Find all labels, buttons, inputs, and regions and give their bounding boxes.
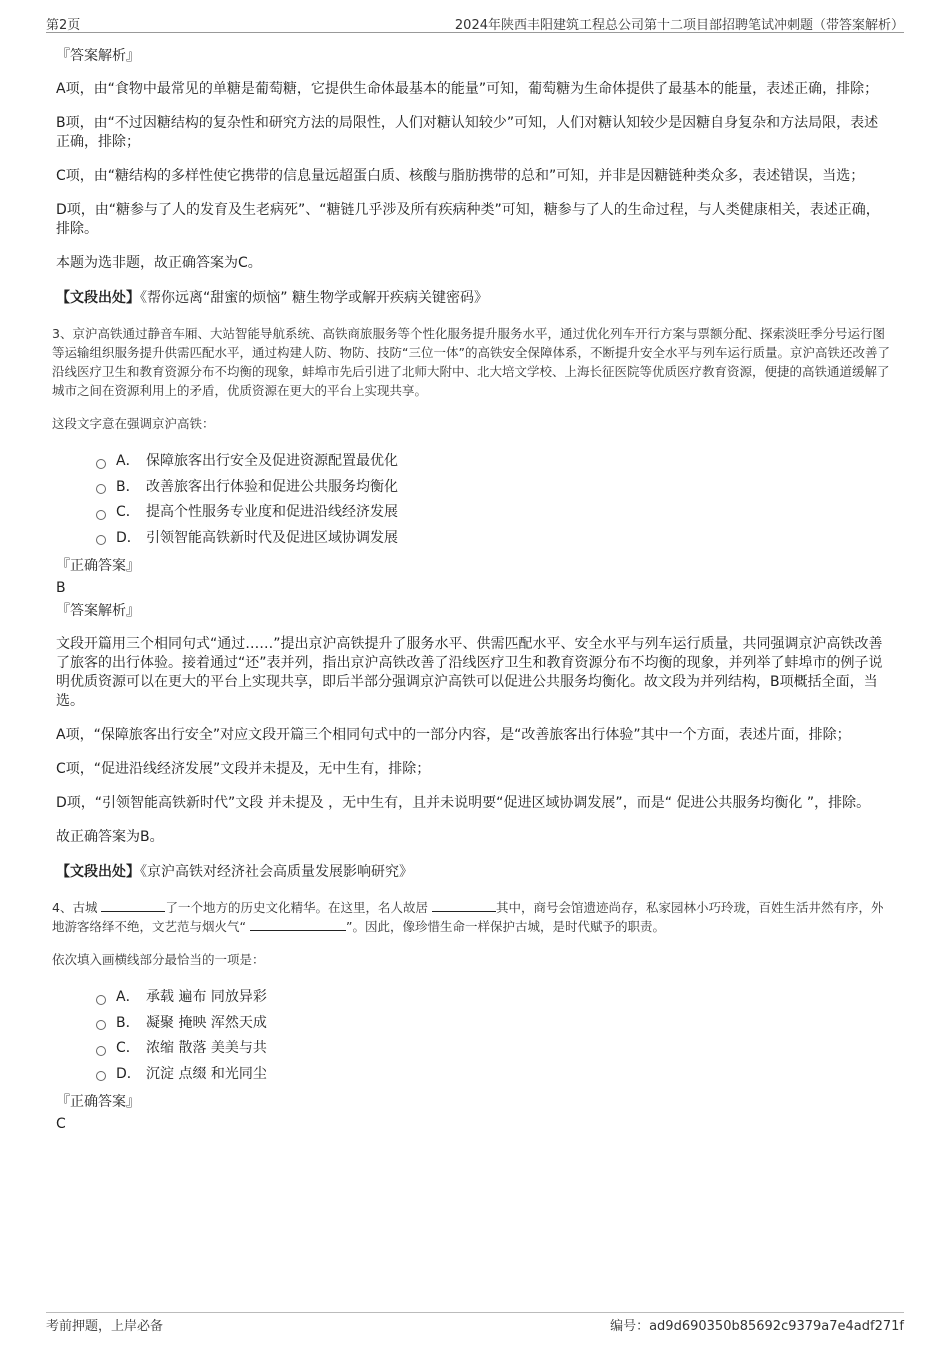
document-code [610, 1315, 904, 1334]
code-label: 编号： [610, 1319, 650, 1334]
question-4-options [56, 985, 892, 1087]
analysis-paragraph: D项，“引领智能高铁新时代”文段 并未提及 ，无中生有，且并未说明要“促进区域协调发展”，而是“ 促进公共服务均衡化 ”，排除。 [56, 795, 871, 811]
option-letter: D． [116, 529, 141, 546]
option-letter: A． [116, 453, 140, 469]
question-4-text: 4、古城 了一个地方的历史文化精华。在这里，名人故居 其中，商号会馆遗迹尚存，私家园林小巧玲珑，百姓生活井然有序，外地游客络绎不绝，文艺范与烟火气“ ”。因此，像珍惜生命一样保护古城，是时代赋予的职责。 [52, 900, 884, 934]
source-citation [56, 288, 892, 308]
option-text: 保障旅客出行安全及促进资源配置最优化 [146, 453, 398, 469]
radio-icon[interactable] [96, 484, 106, 494]
question-4-prompt: 依次填入画横线部分最恰当的一项是： [52, 952, 265, 967]
radio-icon[interactable] [96, 1020, 106, 1030]
option-text: 凝聚 掩映 浑然天成 [146, 1014, 267, 1031]
question-3-text: 3、京沪高铁通过静音车厢、大站智能导航系统、高铁商旅服务等个性化服务提升服务水平，通过优化列车开行方案与票额分配、探索淡旺季分号运行图等运输组织服务提升供需匹配水平，通过构建人防、物防、技防“三位一体”的高铁安全保障体系，不断提升安全水平与列车运行质量。京沪高铁还改善了沿线医疗卫生和教育资源分布不均衡的现象，蚌埠市先后引进了北师大附中、北大培文学校、上海长征医院等优质医疗教育资源，便捷的高铁通道缓解了城市之间在资源利用上的矛盾，优质资源在更大的平台上实现共享。 [52, 326, 890, 398]
analysis-paragraph: A项，由“食物中最常见的单糖是葡萄糖，它提供生命体最基本的能量”可知，葡萄糖为生命体提供了最基本的能量，表述正确，排除； [56, 81, 879, 97]
source-label: 【文段出处】 [56, 290, 140, 306]
radio-icon[interactable] [96, 1046, 106, 1056]
radio-icon[interactable] [96, 995, 106, 1005]
page-footer [46, 1312, 904, 1335]
source-title: 《帮你远离“甜蜜的烦恼” 糖生物学或解开疾病关键密码》 [140, 290, 488, 306]
page-number: 第2页 [46, 18, 81, 33]
analysis-conclusion: 本题为选非题，故正确答案为C。 [56, 255, 262, 271]
option-text: 承载 遍布 同放异彩 [146, 989, 267, 1005]
radio-icon[interactable] [96, 459, 106, 469]
option-text: 浓缩 散落 美美与共 [146, 1040, 267, 1056]
option-a[interactable] [96, 985, 892, 1011]
option-a[interactable] [96, 449, 892, 475]
analysis-paragraph: C项，由“糖结构的多样性使它携带的信息量远超蛋白质、核酸与脂肪携带的总和”可知，并非是因糖链种类众多，表述错误，当选； [56, 168, 865, 184]
analysis-paragraph: C项，“促进沿线经济发展”文段并未提及，无中生有，排除； [56, 761, 431, 777]
option-letter: D． [116, 1065, 141, 1082]
analysis-paragraph: D项，由“糖参与了人的发育及生老病死”、“糖链几乎涉及所有疾病种类”可知，糖参与了人的生命过程，与人类健康相关，表述正确，排除。 [56, 202, 880, 237]
source-label: 【文段出处】 [56, 864, 140, 880]
analysis-label: 『答案解析』 [56, 603, 140, 619]
radio-icon[interactable] [96, 510, 106, 520]
page-header [46, 12, 904, 33]
option-d[interactable] [96, 1062, 892, 1088]
option-letter: B． [116, 478, 140, 495]
analysis-paragraph: 文段开篇用三个相同句式“通过……”提出京沪高铁提升了服务水平、供需匹配水平、安全水平与列车运行质量，共同强调京沪高铁改善了旅客的出行体验。接着通过“还”表并列，指出京沪高铁改善了沿线医疗卫生和教育资源分布不均衡的现象，并列举了蚌埠市的例子说明优质资源可以在更大的平台上实现共享，即后半部分强调京沪高铁可以促进公共服务均衡化。故文段为并列结构，B项概括全面，当选。 [56, 636, 883, 709]
source-citation [56, 862, 892, 882]
page-content [52, 42, 892, 1137]
option-text: 提高个性服务专业度和促进沿线经济发展 [146, 504, 398, 520]
correct-answer: B [56, 580, 66, 596]
option-letter: B． [116, 1014, 140, 1031]
option-text: 引领智能高铁新时代及促进区域协调发展 [146, 529, 398, 546]
correct-answer-label: 『正确答案』 [56, 558, 140, 574]
analysis-paragraph: B项，由“不过因糖结构的复杂性和研究方法的局限性，人们对糖认知较少”可知，人们对糖认知较少是因糖自身复杂和方法局限，表述正确，排除； [56, 115, 879, 150]
fill-blank [101, 899, 165, 912]
footer-slogan: 考前押题，上岸必备 [46, 1319, 164, 1334]
option-c[interactable] [96, 500, 892, 526]
radio-icon[interactable] [96, 535, 106, 545]
code-value: ad9d690350b85692c9379a7e4adf271f [649, 1319, 904, 1334]
option-text: 沉淀 点缀 和光同尘 [146, 1065, 267, 1082]
source-title: 《京沪高铁对经济社会高质量发展影响研究》 [140, 864, 413, 880]
correct-answer-label: 『正确答案』 [56, 1094, 140, 1110]
document-title: 2024年陕西丰阳建筑工程总公司第十二项目部招聘笔试冲刺题（带答案解析） [454, 18, 904, 33]
option-letter: A． [116, 989, 140, 1005]
correct-answer: C [56, 1116, 66, 1132]
option-b[interactable] [96, 1011, 892, 1037]
analysis-conclusion: 故正确答案为B。 [56, 829, 164, 845]
analysis-label: 『答案解析』 [56, 48, 140, 64]
radio-icon[interactable] [96, 1071, 106, 1081]
option-d[interactable] [96, 526, 892, 552]
option-c[interactable] [96, 1036, 892, 1062]
fill-blank [432, 899, 496, 912]
option-letter: C． [116, 504, 140, 520]
option-letter: C． [116, 1040, 140, 1056]
option-b[interactable] [96, 475, 892, 501]
analysis-paragraph: A项，“保障旅客出行安全”对应文段开篇三个相同句式中的一部分内容，是“改善旅客出行体验”其中一个方面，表述片面，排除； [56, 727, 851, 743]
fill-blank [250, 918, 346, 931]
option-text: 改善旅客出行体验和促进公共服务均衡化 [146, 478, 398, 495]
question-3-prompt: 这段文字意在强调京沪高铁： [52, 416, 215, 431]
question-3-options [56, 449, 892, 551]
